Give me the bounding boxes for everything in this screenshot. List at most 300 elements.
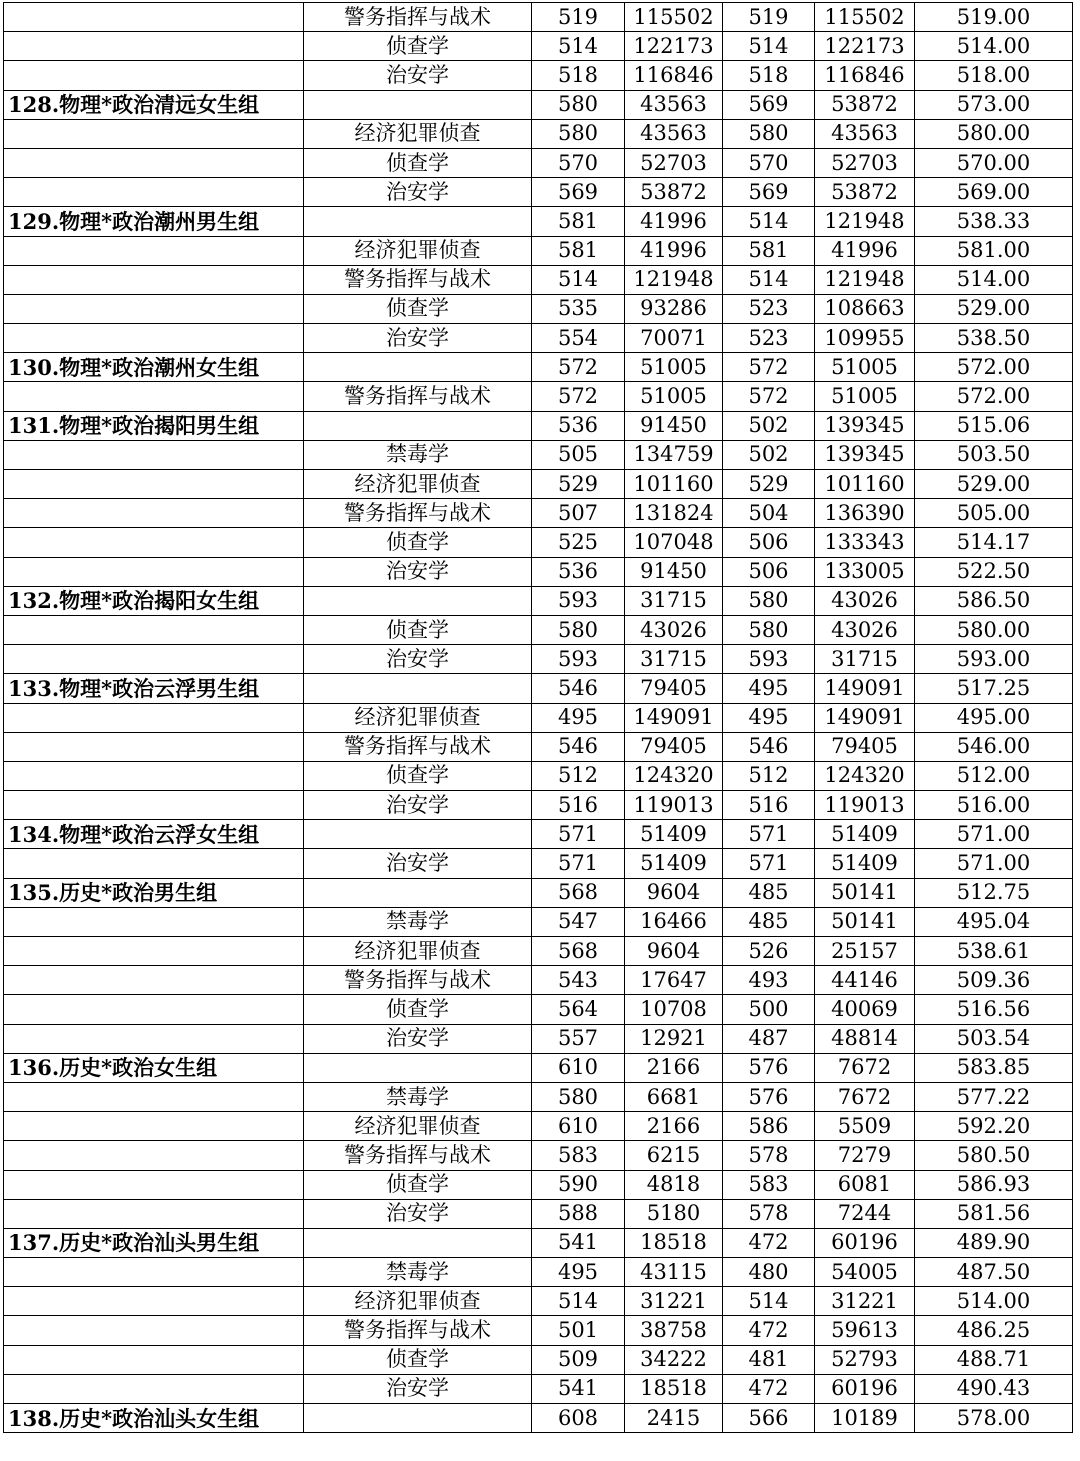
min-rank-cell: 31221 bbox=[815, 1287, 915, 1316]
min-score-cell: 485 bbox=[723, 878, 815, 907]
avg-score-cell: 503.54 bbox=[915, 1024, 1073, 1053]
max-rank-cell: 2166 bbox=[625, 1112, 723, 1141]
min-rank-cell: 79405 bbox=[815, 732, 915, 761]
table-row bbox=[4, 294, 1073, 323]
min-rank-cell: 51005 bbox=[815, 353, 915, 382]
major-cell: 警务指挥与战术 bbox=[304, 732, 532, 761]
min-rank-cell: 121948 bbox=[815, 207, 915, 236]
major-cell: 治安学 bbox=[304, 324, 532, 353]
table-row bbox=[4, 1170, 1073, 1199]
min-score-cell: 580 bbox=[723, 119, 815, 148]
table-row bbox=[4, 1316, 1073, 1345]
max-score-cell: 541 bbox=[532, 1374, 625, 1403]
max-score-cell: 593 bbox=[532, 645, 625, 674]
max-rank-cell: 131824 bbox=[625, 499, 723, 528]
max-score-cell: 571 bbox=[532, 849, 625, 878]
min-score-cell: 514 bbox=[723, 207, 815, 236]
max-score-cell: 535 bbox=[532, 294, 625, 323]
avg-score-cell: 586.93 bbox=[915, 1170, 1073, 1199]
group-name-cell bbox=[4, 1258, 304, 1287]
group-name-cell: 130.物理*政治潮州女生组 bbox=[4, 353, 304, 382]
max-rank-cell: 31715 bbox=[625, 586, 723, 615]
max-rank-cell: 70071 bbox=[625, 324, 723, 353]
min-score-cell: 578 bbox=[723, 1199, 815, 1228]
min-rank-cell: 53872 bbox=[815, 90, 915, 119]
min-rank-cell: 109955 bbox=[815, 324, 915, 353]
min-score-cell: 569 bbox=[723, 178, 815, 207]
major-cell bbox=[304, 411, 532, 440]
max-rank-cell: 121948 bbox=[625, 265, 723, 294]
avg-score-cell: 514.17 bbox=[915, 528, 1073, 557]
min-rank-cell: 121948 bbox=[815, 265, 915, 294]
table-row bbox=[4, 470, 1073, 499]
group-name-cell bbox=[4, 3, 304, 32]
max-rank-cell: 2166 bbox=[625, 1053, 723, 1082]
major-cell bbox=[304, 1404, 532, 1433]
avg-score-cell: 515.06 bbox=[915, 411, 1073, 440]
group-name-cell bbox=[4, 995, 304, 1024]
min-rank-cell: 50141 bbox=[815, 907, 915, 936]
table-row bbox=[4, 353, 1073, 382]
min-score-cell: 523 bbox=[723, 294, 815, 323]
group-name-cell bbox=[4, 557, 304, 586]
group-name-cell bbox=[4, 148, 304, 177]
max-score-cell: 547 bbox=[532, 907, 625, 936]
max-score-cell: 529 bbox=[532, 470, 625, 499]
major-cell: 侦查学 bbox=[304, 148, 532, 177]
group-name-cell bbox=[4, 382, 304, 411]
max-score-cell: 608 bbox=[532, 1404, 625, 1433]
table-row bbox=[4, 586, 1073, 615]
min-score-cell: 504 bbox=[723, 499, 815, 528]
table-row bbox=[4, 791, 1073, 820]
min-rank-cell: 136390 bbox=[815, 499, 915, 528]
avg-score-cell: 580.00 bbox=[915, 615, 1073, 644]
major-cell: 侦查学 bbox=[304, 995, 532, 1024]
min-rank-cell: 7672 bbox=[815, 1053, 915, 1082]
major-cell: 治安学 bbox=[304, 849, 532, 878]
major-cell: 侦查学 bbox=[304, 1170, 532, 1199]
max-rank-cell: 6681 bbox=[625, 1082, 723, 1111]
max-score-cell: 514 bbox=[532, 1287, 625, 1316]
major-cell: 经济犯罪侦查 bbox=[304, 119, 532, 148]
min-score-cell: 523 bbox=[723, 324, 815, 353]
min-score-cell: 578 bbox=[723, 1141, 815, 1170]
min-score-cell: 493 bbox=[723, 966, 815, 995]
min-score-cell: 571 bbox=[723, 820, 815, 849]
major-cell: 治安学 bbox=[304, 61, 532, 90]
min-rank-cell: 51409 bbox=[815, 849, 915, 878]
table-row bbox=[4, 615, 1073, 644]
major-cell bbox=[304, 586, 532, 615]
max-score-cell: 572 bbox=[532, 382, 625, 411]
table-row bbox=[4, 761, 1073, 790]
min-score-cell: 516 bbox=[723, 791, 815, 820]
table-row bbox=[4, 937, 1073, 966]
min-score-cell: 593 bbox=[723, 645, 815, 674]
max-score-cell: 580 bbox=[532, 119, 625, 148]
avg-score-cell: 505.00 bbox=[915, 499, 1073, 528]
major-cell bbox=[304, 1228, 532, 1257]
major-cell: 警务指挥与战术 bbox=[304, 382, 532, 411]
min-score-cell: 514 bbox=[723, 32, 815, 61]
min-score-cell: 572 bbox=[723, 353, 815, 382]
group-name-cell: 137.历史*政治汕头男生组 bbox=[4, 1228, 304, 1257]
table-row bbox=[4, 645, 1073, 674]
min-score-cell: 487 bbox=[723, 1024, 815, 1053]
table-row bbox=[4, 236, 1073, 265]
min-rank-cell: 149091 bbox=[815, 674, 915, 703]
table-body bbox=[4, 3, 1073, 1433]
max-score-cell: 570 bbox=[532, 148, 625, 177]
min-score-cell: 481 bbox=[723, 1345, 815, 1374]
major-cell: 警务指挥与战术 bbox=[304, 265, 532, 294]
min-score-cell: 518 bbox=[723, 61, 815, 90]
table-row bbox=[4, 1141, 1073, 1170]
max-score-cell: 519 bbox=[532, 3, 625, 32]
min-rank-cell: 48814 bbox=[815, 1024, 915, 1053]
major-cell: 治安学 bbox=[304, 557, 532, 586]
min-rank-cell: 115502 bbox=[815, 3, 915, 32]
min-rank-cell: 119013 bbox=[815, 791, 915, 820]
min-score-cell: 512 bbox=[723, 761, 815, 790]
group-name-cell: 132.物理*政治揭阳女生组 bbox=[4, 586, 304, 615]
min-rank-cell: 31715 bbox=[815, 645, 915, 674]
table-row bbox=[4, 265, 1073, 294]
avg-score-cell: 512.00 bbox=[915, 761, 1073, 790]
min-score-cell: 495 bbox=[723, 674, 815, 703]
group-name-cell bbox=[4, 761, 304, 790]
group-name-cell bbox=[4, 440, 304, 469]
max-score-cell: 495 bbox=[532, 1258, 625, 1287]
major-cell: 治安学 bbox=[304, 791, 532, 820]
max-rank-cell: 38758 bbox=[625, 1316, 723, 1345]
table-row bbox=[4, 1053, 1073, 1082]
min-score-cell: 581 bbox=[723, 236, 815, 265]
avg-score-cell: 529.00 bbox=[915, 470, 1073, 499]
major-cell: 禁毒学 bbox=[304, 1258, 532, 1287]
table-row bbox=[4, 966, 1073, 995]
avg-score-cell: 529.00 bbox=[915, 294, 1073, 323]
min-rank-cell: 139345 bbox=[815, 411, 915, 440]
avg-score-cell: 512.75 bbox=[915, 878, 1073, 907]
table-row bbox=[4, 1287, 1073, 1316]
group-name-cell: 136.历史*政治女生组 bbox=[4, 1053, 304, 1082]
max-score-cell: 525 bbox=[532, 528, 625, 557]
min-score-cell: 472 bbox=[723, 1316, 815, 1345]
table-row bbox=[4, 849, 1073, 878]
max-rank-cell: 43026 bbox=[625, 615, 723, 644]
avg-score-cell: 581.56 bbox=[915, 1199, 1073, 1228]
group-name-cell bbox=[4, 236, 304, 265]
avg-score-cell: 546.00 bbox=[915, 732, 1073, 761]
min-score-cell: 580 bbox=[723, 615, 815, 644]
avg-score-cell: 586.50 bbox=[915, 586, 1073, 615]
max-rank-cell: 10708 bbox=[625, 995, 723, 1024]
max-score-cell: 514 bbox=[532, 32, 625, 61]
major-cell bbox=[304, 90, 532, 119]
avg-score-cell: 495.00 bbox=[915, 703, 1073, 732]
max-rank-cell: 79405 bbox=[625, 674, 723, 703]
max-score-cell: 583 bbox=[532, 1141, 625, 1170]
min-rank-cell: 51005 bbox=[815, 382, 915, 411]
max-score-cell: 580 bbox=[532, 1082, 625, 1111]
major-cell: 警务指挥与战术 bbox=[304, 3, 532, 32]
max-score-cell: 557 bbox=[532, 1024, 625, 1053]
max-score-cell: 507 bbox=[532, 499, 625, 528]
avg-score-cell: 516.00 bbox=[915, 791, 1073, 820]
min-rank-cell: 53872 bbox=[815, 178, 915, 207]
min-score-cell: 514 bbox=[723, 1287, 815, 1316]
max-rank-cell: 53872 bbox=[625, 178, 723, 207]
avg-score-cell: 514.00 bbox=[915, 1287, 1073, 1316]
max-rank-cell: 12921 bbox=[625, 1024, 723, 1053]
max-score-cell: 568 bbox=[532, 878, 625, 907]
group-name-cell bbox=[4, 1024, 304, 1053]
avg-score-cell: 489.90 bbox=[915, 1228, 1073, 1257]
min-rank-cell: 7672 bbox=[815, 1082, 915, 1111]
avg-score-cell: 571.00 bbox=[915, 820, 1073, 849]
group-name-cell bbox=[4, 1345, 304, 1374]
major-cell bbox=[304, 353, 532, 382]
max-score-cell: 512 bbox=[532, 761, 625, 790]
table-row bbox=[4, 499, 1073, 528]
min-score-cell: 495 bbox=[723, 703, 815, 732]
max-score-cell: 509 bbox=[532, 1345, 625, 1374]
max-rank-cell: 43115 bbox=[625, 1258, 723, 1287]
min-score-cell: 586 bbox=[723, 1112, 815, 1141]
table-row bbox=[4, 324, 1073, 353]
min-rank-cell: 43026 bbox=[815, 615, 915, 644]
avg-score-cell: 571.00 bbox=[915, 849, 1073, 878]
min-rank-cell: 52793 bbox=[815, 1345, 915, 1374]
max-rank-cell: 31221 bbox=[625, 1287, 723, 1316]
min-rank-cell: 122173 bbox=[815, 32, 915, 61]
table-row bbox=[4, 61, 1073, 90]
avg-score-cell: 572.00 bbox=[915, 353, 1073, 382]
table-row bbox=[4, 1199, 1073, 1228]
max-score-cell: 546 bbox=[532, 674, 625, 703]
group-name-cell: 134.物理*政治云浮女生组 bbox=[4, 820, 304, 849]
group-name-cell bbox=[4, 1374, 304, 1403]
min-score-cell: 570 bbox=[723, 148, 815, 177]
max-score-cell: 514 bbox=[532, 265, 625, 294]
group-name-cell bbox=[4, 937, 304, 966]
group-name-cell bbox=[4, 1287, 304, 1316]
avg-score-cell: 578.00 bbox=[915, 1404, 1073, 1433]
major-cell: 侦查学 bbox=[304, 1345, 532, 1374]
table-row bbox=[4, 703, 1073, 732]
major-cell: 经济犯罪侦查 bbox=[304, 470, 532, 499]
max-rank-cell: 101160 bbox=[625, 470, 723, 499]
min-rank-cell: 52703 bbox=[815, 148, 915, 177]
min-score-cell: 576 bbox=[723, 1053, 815, 1082]
group-name-cell bbox=[4, 528, 304, 557]
avg-score-cell: 538.61 bbox=[915, 937, 1073, 966]
major-cell: 治安学 bbox=[304, 1024, 532, 1053]
avg-score-cell: 581.00 bbox=[915, 236, 1073, 265]
min-rank-cell: 43563 bbox=[815, 119, 915, 148]
table-row bbox=[4, 382, 1073, 411]
table-row bbox=[4, 411, 1073, 440]
min-rank-cell: 10189 bbox=[815, 1404, 915, 1433]
avg-score-cell: 583.85 bbox=[915, 1053, 1073, 1082]
max-rank-cell: 6215 bbox=[625, 1141, 723, 1170]
max-score-cell: 518 bbox=[532, 61, 625, 90]
group-name-cell bbox=[4, 966, 304, 995]
min-rank-cell: 108663 bbox=[815, 294, 915, 323]
group-name-cell bbox=[4, 470, 304, 499]
major-cell: 经济犯罪侦查 bbox=[304, 236, 532, 265]
max-rank-cell: 115502 bbox=[625, 3, 723, 32]
min-score-cell: 546 bbox=[723, 732, 815, 761]
table-row bbox=[4, 207, 1073, 236]
min-score-cell: 502 bbox=[723, 440, 815, 469]
min-rank-cell: 60196 bbox=[815, 1374, 915, 1403]
avg-score-cell: 514.00 bbox=[915, 265, 1073, 294]
max-rank-cell: 17647 bbox=[625, 966, 723, 995]
max-rank-cell: 52703 bbox=[625, 148, 723, 177]
major-cell: 经济犯罪侦查 bbox=[304, 937, 532, 966]
min-rank-cell: 133005 bbox=[815, 557, 915, 586]
group-name-cell: 133.物理*政治云浮男生组 bbox=[4, 674, 304, 703]
min-score-cell: 529 bbox=[723, 470, 815, 499]
avg-score-cell: 570.00 bbox=[915, 148, 1073, 177]
table-row bbox=[4, 1082, 1073, 1111]
avg-score-cell: 592.20 bbox=[915, 1112, 1073, 1141]
max-score-cell: 501 bbox=[532, 1316, 625, 1345]
table-row bbox=[4, 1258, 1073, 1287]
max-score-cell: 580 bbox=[532, 90, 625, 119]
group-name-cell bbox=[4, 32, 304, 61]
major-cell: 侦查学 bbox=[304, 528, 532, 557]
max-rank-cell: 93286 bbox=[625, 294, 723, 323]
major-cell: 侦查学 bbox=[304, 294, 532, 323]
min-score-cell: 502 bbox=[723, 411, 815, 440]
group-name-cell bbox=[4, 119, 304, 148]
max-score-cell: 568 bbox=[532, 937, 625, 966]
max-rank-cell: 18518 bbox=[625, 1374, 723, 1403]
avg-score-cell: 495.04 bbox=[915, 907, 1073, 936]
group-name-cell bbox=[4, 324, 304, 353]
min-score-cell: 572 bbox=[723, 382, 815, 411]
major-cell: 警务指挥与战术 bbox=[304, 966, 532, 995]
min-rank-cell: 116846 bbox=[815, 61, 915, 90]
min-rank-cell: 149091 bbox=[815, 703, 915, 732]
max-rank-cell: 122173 bbox=[625, 32, 723, 61]
major-cell: 警务指挥与战术 bbox=[304, 1141, 532, 1170]
table-row bbox=[4, 148, 1073, 177]
min-score-cell: 485 bbox=[723, 907, 815, 936]
group-name-cell bbox=[4, 61, 304, 90]
group-name-cell bbox=[4, 1082, 304, 1111]
max-rank-cell: 5180 bbox=[625, 1199, 723, 1228]
max-score-cell: 543 bbox=[532, 966, 625, 995]
max-rank-cell: 9604 bbox=[625, 878, 723, 907]
max-rank-cell: 51005 bbox=[625, 382, 723, 411]
group-name-cell bbox=[4, 703, 304, 732]
major-cell: 警务指挥与战术 bbox=[304, 1316, 532, 1345]
table-row bbox=[4, 1404, 1073, 1433]
min-rank-cell: 25157 bbox=[815, 937, 915, 966]
table-row bbox=[4, 907, 1073, 936]
min-rank-cell: 40069 bbox=[815, 995, 915, 1024]
table-row bbox=[4, 1024, 1073, 1053]
max-rank-cell: 107048 bbox=[625, 528, 723, 557]
major-cell: 经济犯罪侦查 bbox=[304, 1287, 532, 1316]
table-row bbox=[4, 178, 1073, 207]
min-score-cell: 480 bbox=[723, 1258, 815, 1287]
table-row bbox=[4, 528, 1073, 557]
max-rank-cell: 79405 bbox=[625, 732, 723, 761]
min-rank-cell: 5509 bbox=[815, 1112, 915, 1141]
max-score-cell: 536 bbox=[532, 557, 625, 586]
group-name-cell bbox=[4, 732, 304, 761]
max-rank-cell: 31715 bbox=[625, 645, 723, 674]
min-rank-cell: 139345 bbox=[815, 440, 915, 469]
min-rank-cell: 51409 bbox=[815, 820, 915, 849]
min-score-cell: 514 bbox=[723, 265, 815, 294]
max-score-cell: 581 bbox=[532, 207, 625, 236]
table-row bbox=[4, 732, 1073, 761]
group-name-cell bbox=[4, 265, 304, 294]
avg-score-cell: 522.50 bbox=[915, 557, 1073, 586]
major-cell bbox=[304, 820, 532, 849]
max-rank-cell: 43563 bbox=[625, 90, 723, 119]
table-row bbox=[4, 557, 1073, 586]
min-rank-cell: 7244 bbox=[815, 1199, 915, 1228]
max-score-cell: 536 bbox=[532, 411, 625, 440]
major-cell: 禁毒学 bbox=[304, 1082, 532, 1111]
max-rank-cell: 91450 bbox=[625, 557, 723, 586]
max-score-cell: 546 bbox=[532, 732, 625, 761]
table-row bbox=[4, 995, 1073, 1024]
max-rank-cell: 134759 bbox=[625, 440, 723, 469]
max-rank-cell: 119013 bbox=[625, 791, 723, 820]
avg-score-cell: 580.50 bbox=[915, 1141, 1073, 1170]
avg-score-cell: 580.00 bbox=[915, 119, 1073, 148]
avg-score-cell: 514.00 bbox=[915, 32, 1073, 61]
max-rank-cell: 9604 bbox=[625, 937, 723, 966]
max-score-cell: 610 bbox=[532, 1053, 625, 1082]
max-score-cell: 495 bbox=[532, 703, 625, 732]
max-rank-cell: 91450 bbox=[625, 411, 723, 440]
max-score-cell: 581 bbox=[532, 236, 625, 265]
major-cell: 侦查学 bbox=[304, 615, 532, 644]
avg-score-cell: 518.00 bbox=[915, 61, 1073, 90]
max-score-cell: 610 bbox=[532, 1112, 625, 1141]
max-score-cell: 569 bbox=[532, 178, 625, 207]
major-cell: 经济犯罪侦查 bbox=[304, 703, 532, 732]
min-rank-cell: 54005 bbox=[815, 1258, 915, 1287]
max-score-cell: 590 bbox=[532, 1170, 625, 1199]
min-score-cell: 576 bbox=[723, 1082, 815, 1111]
max-score-cell: 580 bbox=[532, 615, 625, 644]
group-name-cell: 135.历史*政治男生组 bbox=[4, 878, 304, 907]
admission-score-table bbox=[3, 2, 1073, 1433]
avg-score-cell: 516.56 bbox=[915, 995, 1073, 1024]
min-rank-cell: 101160 bbox=[815, 470, 915, 499]
max-score-cell: 516 bbox=[532, 791, 625, 820]
group-name-cell: 131.物理*政治揭阳男生组 bbox=[4, 411, 304, 440]
avg-score-cell: 487.50 bbox=[915, 1258, 1073, 1287]
min-score-cell: 580 bbox=[723, 586, 815, 615]
group-name-cell: 138.历史*政治汕头女生组 bbox=[4, 1404, 304, 1433]
group-name-cell bbox=[4, 615, 304, 644]
max-score-cell: 505 bbox=[532, 440, 625, 469]
avg-score-cell: 509.36 bbox=[915, 966, 1073, 995]
major-cell: 禁毒学 bbox=[304, 907, 532, 936]
